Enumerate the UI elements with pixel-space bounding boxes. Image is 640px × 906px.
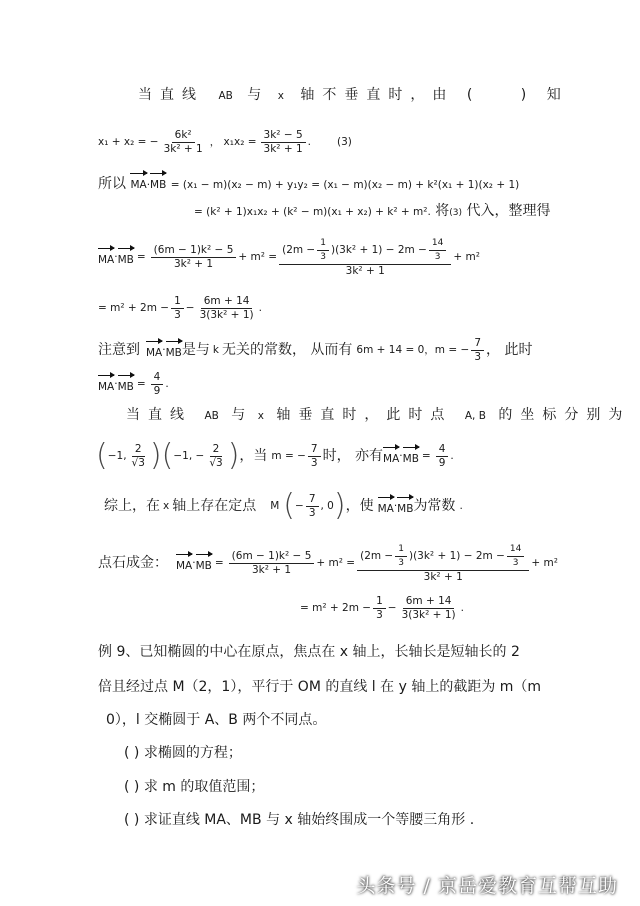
question-2: ( ) 求 m 的取值范围； <box>124 779 265 795</box>
vector-mb: MB <box>118 245 134 269</box>
text: ( <box>466 87 473 103</box>
numerator: 1 <box>373 595 386 609</box>
paren-right: ) <box>149 438 162 473</box>
fraction <box>395 543 407 570</box>
text: 知 <box>546 87 561 103</box>
denominator: 3k² + 1 <box>423 570 463 583</box>
math-text: + m² <box>531 557 558 569</box>
numerator: 3k² − 5 <box>261 129 306 143</box>
math-text: = <box>214 557 224 569</box>
fraction <box>161 129 206 156</box>
text: 综上，在 <box>104 498 160 514</box>
question-3: ( ) 求证直线 MA、MB 与 x 轴始终围成一个等腰三角形 . <box>124 812 475 828</box>
fraction <box>357 543 529 584</box>
numerator: 14 <box>429 237 446 251</box>
paragraph-2-line <box>126 406 630 425</box>
text: M <box>270 500 280 512</box>
expansion-line <box>194 202 550 222</box>
fraction <box>436 443 449 470</box>
vector-mb: MB <box>196 551 212 575</box>
question-1: ( ) 求椭圆的方程； <box>124 745 242 761</box>
text: 轴不垂直时，由 <box>300 87 455 103</box>
tip-simplified <box>300 590 464 626</box>
math-text: = <box>136 251 146 263</box>
text: x <box>163 500 170 512</box>
text: ，使 <box>345 498 374 514</box>
vector-ma: MA <box>98 245 114 269</box>
vector-ma: MA <box>176 551 192 575</box>
denominator: 3 <box>310 456 318 469</box>
math-text: = <box>136 378 146 390</box>
vertical-case-line <box>96 434 454 478</box>
fraction <box>197 295 257 322</box>
text: 注意到 <box>98 342 140 358</box>
math-text: −1, − <box>173 450 205 462</box>
math-text: = m² + 2m − <box>98 302 170 314</box>
text: 当直线 <box>126 407 192 423</box>
paren-right: ) <box>333 488 346 523</box>
numerator: 2 <box>132 443 145 457</box>
text: ) <box>520 87 527 103</box>
fraction <box>279 237 451 278</box>
fraction <box>229 550 315 577</box>
denominator: 3(3k² + 1) <box>401 608 456 621</box>
vector-mb: MB <box>166 338 182 362</box>
numerator: 7 <box>306 493 319 507</box>
text: 的坐标分别为 <box>498 407 631 423</box>
simplified-line <box>98 290 262 326</box>
vector-ma: MA <box>146 338 162 362</box>
dot: · <box>192 557 196 569</box>
math-text: . <box>258 302 262 314</box>
numerator: 1 <box>317 237 329 251</box>
vector-ma: MA <box>98 372 114 396</box>
denominator: 3 <box>308 506 316 519</box>
denominator: 3k² + 1 <box>163 142 203 155</box>
math-text: + m² <box>453 251 480 263</box>
math-text: − <box>185 302 195 314</box>
math-text: −1, <box>107 450 127 462</box>
denominator: 3k² + 1 <box>173 257 214 270</box>
fraction <box>308 443 321 470</box>
math-text: , 0 <box>320 500 334 512</box>
denominator: 9 <box>438 456 446 469</box>
numerator <box>279 237 451 265</box>
tip-label: 点石成金： <box>98 555 168 571</box>
fraction <box>261 129 306 156</box>
numerator <box>357 543 529 571</box>
math-text: ， x₁x₂ = <box>209 136 257 148</box>
fraction <box>429 237 446 264</box>
denominator: 3 <box>512 557 519 568</box>
numerator: 6m + 14 <box>201 295 253 309</box>
denominator: 3 <box>398 557 404 568</box>
denominator: 3 <box>474 350 481 363</box>
vector-mb: MB <box>118 372 134 396</box>
math-text: m = − <box>271 450 306 462</box>
text: AB <box>218 90 233 102</box>
denominator: 3 <box>434 251 441 262</box>
fraction <box>129 443 148 470</box>
denominator: 3k² + 1 <box>263 142 303 155</box>
numerator: 7 <box>471 337 484 351</box>
paragraph-1-line <box>138 86 561 105</box>
vector-mb: MB <box>403 444 419 468</box>
example-9-line-1: 例 9、已知椭圆的中心在原点，焦点在 x 轴上，长轴长是短轴长的 2 <box>98 644 520 660</box>
dot: · <box>114 251 118 263</box>
fraction <box>306 493 319 520</box>
vector-mb: MB <box>150 170 166 194</box>
math-text: + m² = <box>238 251 278 263</box>
denominator: 3 <box>376 608 383 621</box>
dot: · <box>114 378 118 390</box>
text: 轴上存在定点 <box>172 498 257 514</box>
example-9-line-2: 倍且经过点 M（2，1），平行于 OM 的直线 l 在 y 轴上的截距为 m（m <box>98 679 542 695</box>
math-text: 6m + 14 = 0，m = − <box>356 344 470 356</box>
fraction <box>171 295 184 322</box>
paren-left: ( <box>161 438 174 473</box>
numerator: 2 <box>210 443 223 457</box>
math-text: . <box>450 450 454 462</box>
fraction <box>373 595 386 622</box>
constant-note <box>98 332 532 368</box>
text: k <box>212 344 219 356</box>
math-text: . <box>165 378 169 390</box>
denominator: 9 <box>153 384 161 397</box>
numerator: 4 <box>151 371 164 385</box>
fraction <box>399 595 459 622</box>
numerator: (6m − 1)k² − 5 <box>229 550 315 564</box>
denominator: 3k² + 1 <box>345 264 385 277</box>
text: 无关的常数， 从而有 <box>221 342 353 358</box>
text: (3) <box>449 208 463 218</box>
dot: · <box>393 500 398 512</box>
numerator: 1 <box>171 295 184 309</box>
dot: · <box>162 344 166 356</box>
math-text: = <box>421 450 431 462</box>
math-text: = m² + 2m − <box>300 602 372 614</box>
vector-mb: MB <box>397 494 413 518</box>
tip-equation <box>98 538 558 588</box>
text: x <box>257 410 264 422</box>
text: x <box>277 90 284 102</box>
text: 时， 亦有 <box>322 448 384 464</box>
fraction <box>151 244 237 271</box>
numerator: 1 <box>395 543 407 557</box>
dot: · <box>399 450 403 462</box>
text: 轴垂直时，此时点 <box>276 407 453 423</box>
numerator: 14 <box>507 543 524 557</box>
denominator: 3(3k² + 1) <box>199 308 254 321</box>
denominator: √3 <box>209 456 223 469</box>
equation-3 <box>98 122 352 162</box>
math-text: . <box>460 602 464 614</box>
constant-result <box>98 366 169 402</box>
text: A, B <box>464 410 486 422</box>
numerator: (6m − 1)k² − 5 <box>151 244 237 258</box>
text: 是与 <box>181 342 210 358</box>
watermark: 头条号 / 京岳爱教育互帮互助 <box>356 875 618 897</box>
math-text: − <box>387 602 397 614</box>
fraction <box>471 337 484 364</box>
denominator: 3k² + 1 <box>251 563 292 576</box>
paren-right: ) <box>227 438 240 473</box>
text: 将 <box>435 203 450 219</box>
text: 代入，整理得 <box>466 203 551 219</box>
text: 所以 <box>98 176 126 192</box>
text: . <box>459 500 463 512</box>
dot-product-line <box>98 170 519 194</box>
text: AB <box>204 410 219 422</box>
example-9-line-3: 0），l 交椭圆于 A、B 两个不同点。 <box>106 712 327 728</box>
math-text: )(3k² + 1) − 2m − <box>330 243 427 256</box>
paren-left: ( <box>283 488 295 523</box>
math-text: (2m − <box>282 243 316 256</box>
math-text: . <box>307 136 312 148</box>
denominator: √3 <box>131 456 145 469</box>
denominator: 3 <box>174 308 181 321</box>
numerator: 6m + 14 <box>403 595 455 609</box>
conclusion-line <box>104 486 463 526</box>
math-text: − <box>295 500 304 512</box>
fraction <box>151 371 164 398</box>
text: 与 <box>247 87 262 103</box>
text: 与 <box>231 407 246 423</box>
fraction <box>317 237 329 264</box>
vector-ma: MA <box>130 170 146 194</box>
denominator: 3 <box>320 251 326 262</box>
dot: · <box>146 179 151 191</box>
fraction <box>206 443 225 470</box>
math-text: = (x₁ − m)(x₂ − m) + y₁y₂ = (x₁ − m)(x₂ − m) + k²(x₁ + 1)(x₂ + 1) <box>170 179 520 191</box>
math-text: = (k² + 1)x₁x₂ + (k² − m)(x₁ + x₂) + k² + m². <box>194 206 431 218</box>
text: ，当 <box>239 448 268 464</box>
numerator: 4 <box>436 443 449 457</box>
paren-left: ( <box>96 438 108 473</box>
equation-tag: (3) <box>337 136 352 148</box>
text: 当直线 <box>138 87 204 103</box>
math-text: )(3k² + 1) − 2m − <box>408 549 505 562</box>
text: 为常数 <box>413 498 456 514</box>
math-text: x₁ + x₂ = − <box>98 136 159 148</box>
numerator: 7 <box>308 443 321 457</box>
result-equation <box>98 232 480 282</box>
vector-ma: MA <box>378 494 394 518</box>
math-text: + m² = <box>316 557 356 569</box>
vector-ma: MA <box>383 444 399 468</box>
math-text: (2m − <box>360 549 394 562</box>
numerator: 6k² <box>172 129 195 143</box>
fraction <box>507 543 524 570</box>
text: ， 此时 <box>486 342 533 358</box>
